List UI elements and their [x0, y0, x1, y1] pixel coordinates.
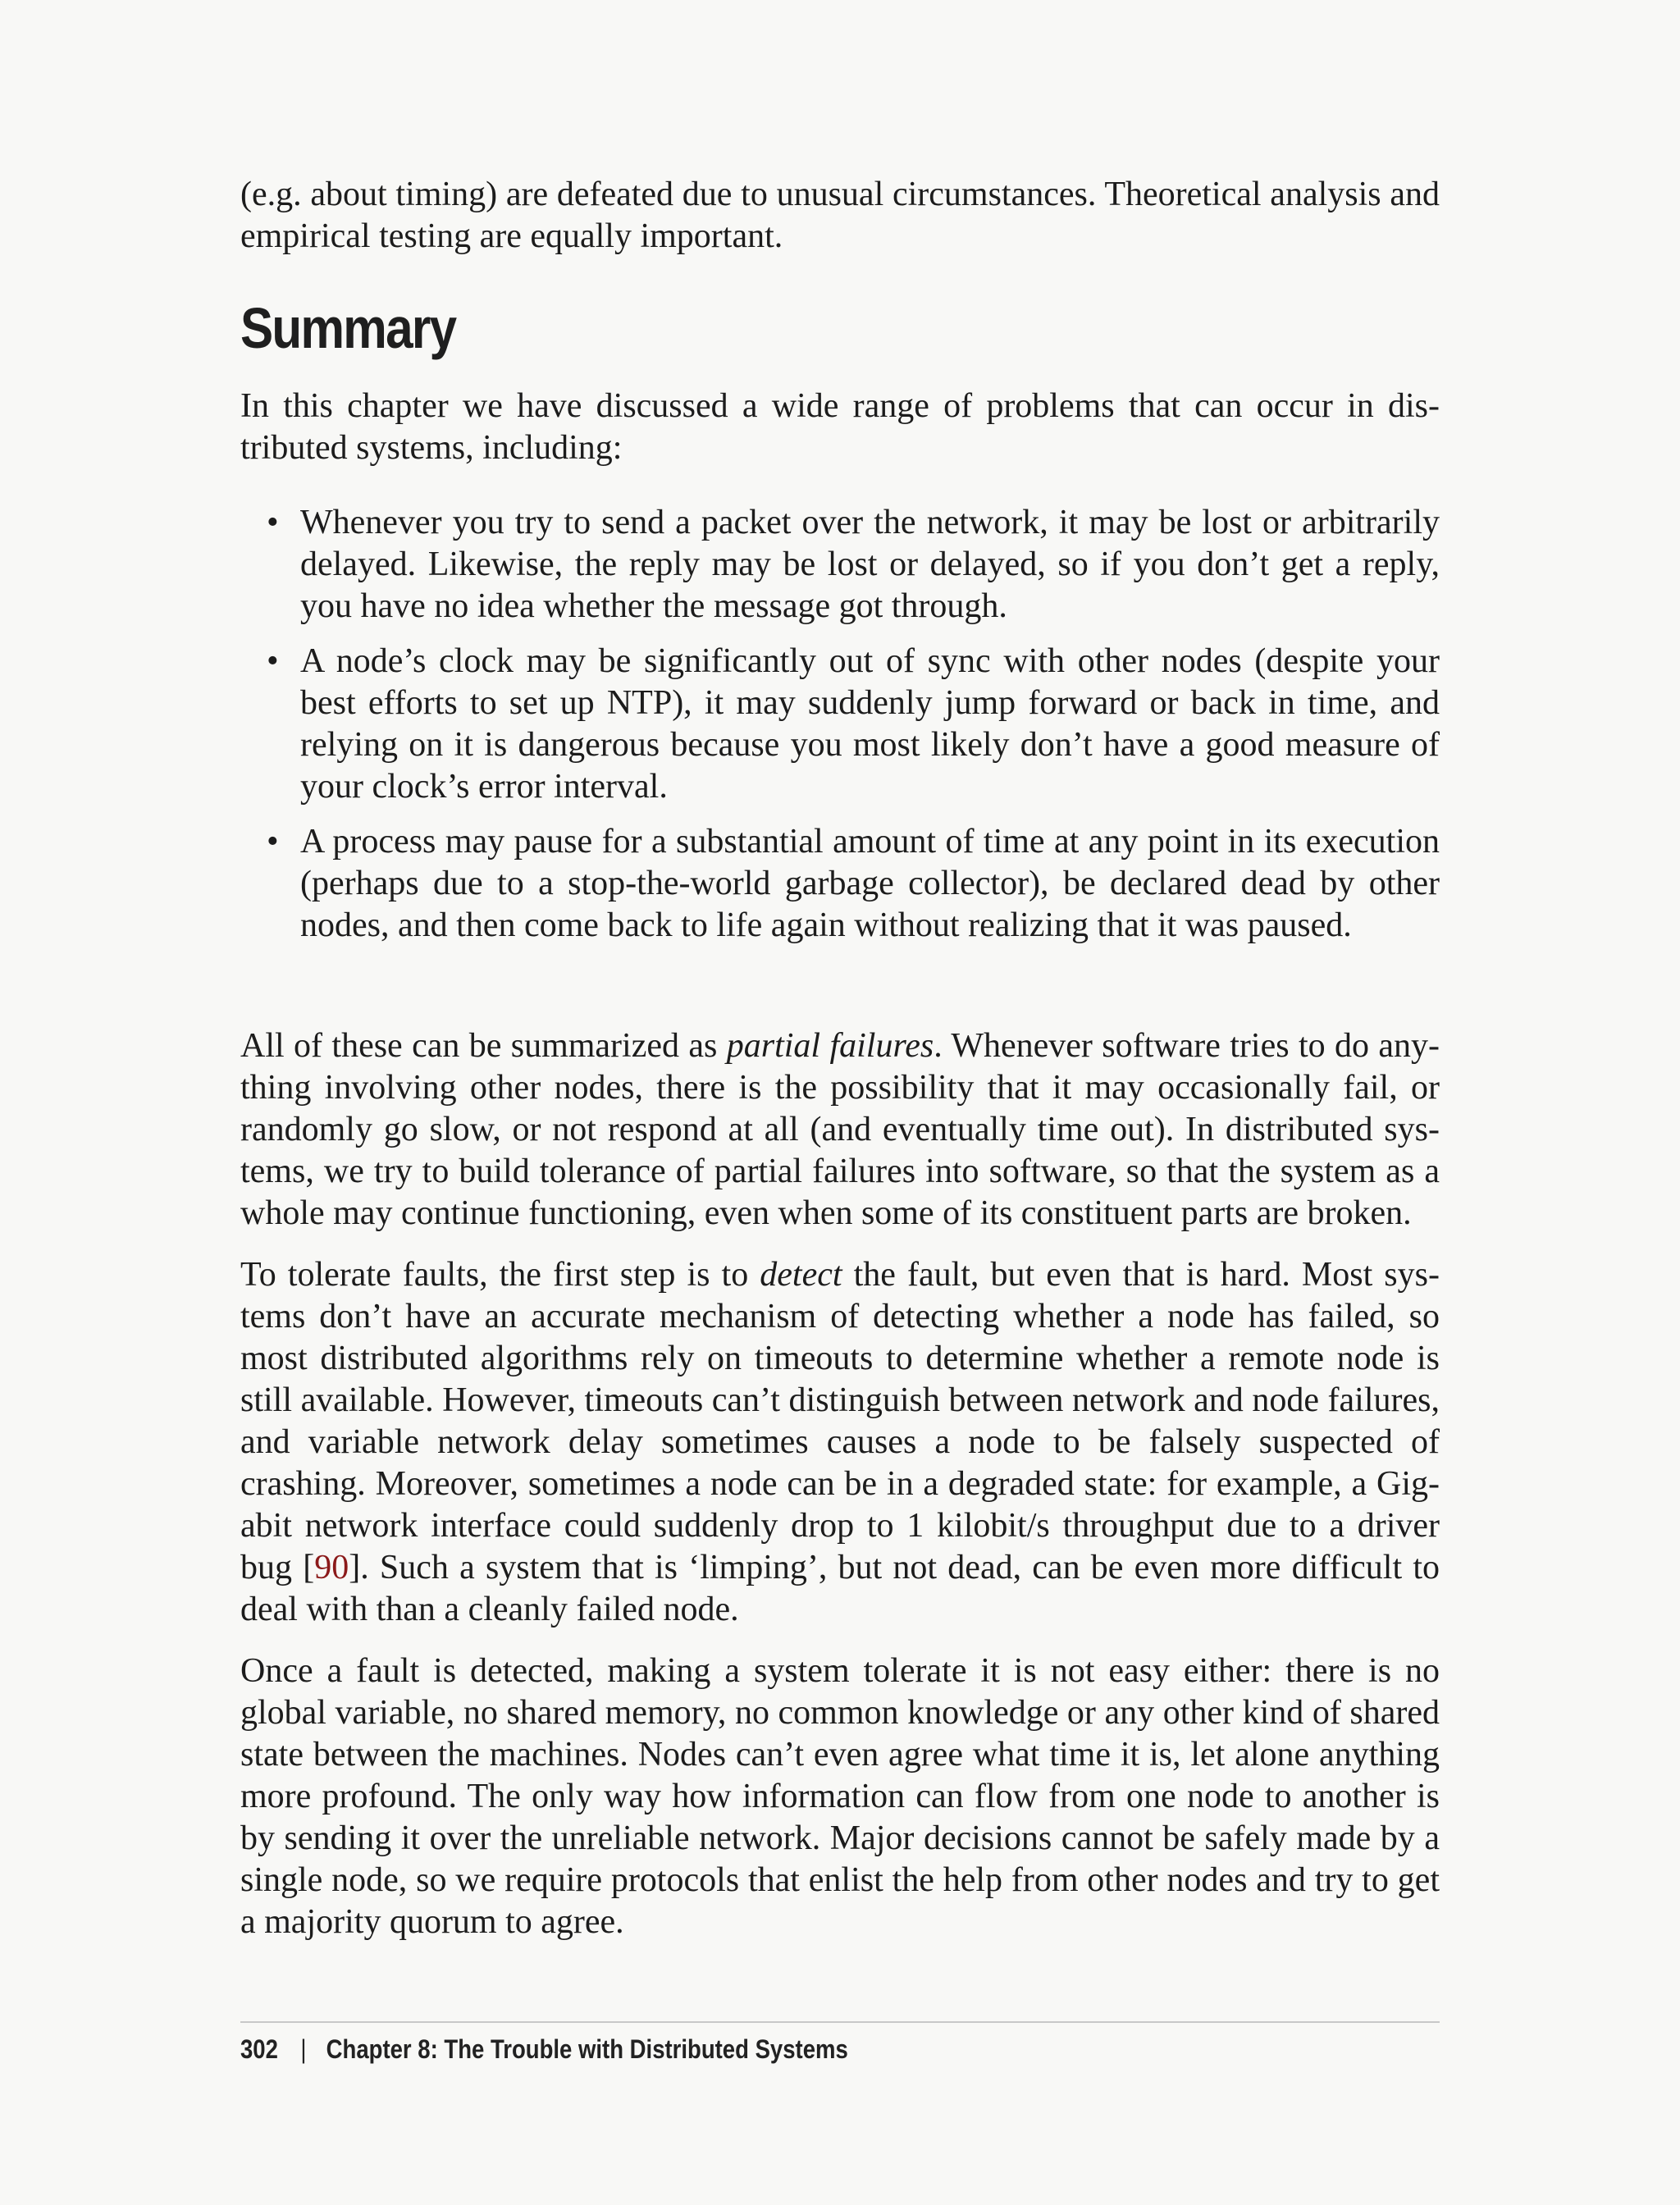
bullet-icon: •: [267, 642, 279, 680]
fault-detection-emphasis: detect: [760, 1256, 842, 1294]
fault-detection-paragraph: [240, 1254, 1440, 1631]
intro-text: (e.g. about timing) are defeated due to unusual circumstances. Theoretical analysis and empirical testing are equally important.: [240, 176, 1440, 255]
page-number: 302: [240, 2034, 278, 2064]
problem-bullet-list: [240, 502, 1440, 960]
reference-link-90[interactable]: 90: [314, 1549, 349, 1586]
partial-failures-emphasis: partial failures: [726, 1027, 934, 1065]
fault-detection-text-before: To tolerate faults, the first step is to: [240, 1256, 760, 1294]
partial-failures-text-after: . Whenever software tries to do anything involving other nodes, there is the possibility that it may occasionally fail, or randomly go slow, or not respond at all (and eventually time out). In distributed systems, we try to build tolerance of partial failures into software, so that the system as a whole may continue functioning, even when some of its constituent parts are broken.: [240, 1027, 1440, 1232]
intro-paragraph: [240, 174, 1440, 258]
fault-detection-text-middle: the fault, but even that is hard. Most systems don’t have an accurate mechanism of detecting whether a node has failed, so most distributed algorithms rely on timeouts to determine whether a remote node is still available. However, timeouts can’t distinguish between network and node failures, and variable network delay sometimes causes a node to be falsely suspected of crashing. Moreover, sometimes a node can be in a degraded state: for example, a Gigabit network interface could suddenly drop to 1 kilobit/s throughput due to a driver bug [: [240, 1256, 1440, 1586]
partial-failures-text-before: All of these can be summarized as: [240, 1027, 727, 1065]
section-lead-text: In this chapter we have discussed a wide range of problems that can occur in distributed systems, including:: [240, 387, 1440, 467]
footer-divider: [240, 2021, 1440, 2023]
list-item: [240, 821, 1440, 947]
page-footer: [240, 2029, 848, 2069]
fault-tolerance-paragraph: [240, 1650, 1440, 1943]
fault-detection-text-after: ]. Such a system that is ‘limping’, but not dead, can be even more difficult to deal with than a cleanly failed node.: [240, 1549, 1440, 1628]
bullet-icon: •: [267, 823, 279, 861]
fault-tolerance-text: Once a fault is detected, making a system tolerate it is not easy either: there is no global variable, no shared memory, no common knowledge or any other kind of shared state between the machines. Nodes can’t even agree what time it is, let alone anything more profound. The only way how information can flow from one node to another is by sending it over the unreliable network. Major decisions cannot be safely made by a single node, so we require protocols that enlist the help from other nodes and try to get a majority quorum to agree.: [240, 1652, 1440, 1941]
footer-separator: |: [300, 2034, 307, 2064]
bullet-text: Whenever you try to send a packet over the network, it may be lost or arbitrarily delayed. Likewise, the reply may be lost or delayed, so if you don’t get a reply, you have no idea whether the message got through.: [300, 504, 1440, 625]
chapter-title: Chapter 8: The Trouble with Distributed Systems: [326, 2034, 848, 2064]
list-item: [240, 641, 1440, 808]
bullet-text: A node’s clock may be significantly out of sync with other nodes (despite your best efforts to set up NTP), it may suddenly jump forward or back in time, and relying on it is dangerous because you most likely don’t have a good measure of your clock’s error interval.: [300, 642, 1440, 806]
section-lead-paragraph: [240, 386, 1440, 469]
bullet-text: A process may pause for a substantial amount of time at any point in its execution (perhaps due to a stop-the-world garbage collector), be declared dead by other nodes, and then come back to life again without realizing that it was paused.: [300, 823, 1440, 944]
list-item: [240, 502, 1440, 628]
partial-failures-paragraph: [240, 1025, 1440, 1235]
section-heading: Summary: [240, 296, 456, 360]
bullet-icon: •: [267, 504, 279, 541]
